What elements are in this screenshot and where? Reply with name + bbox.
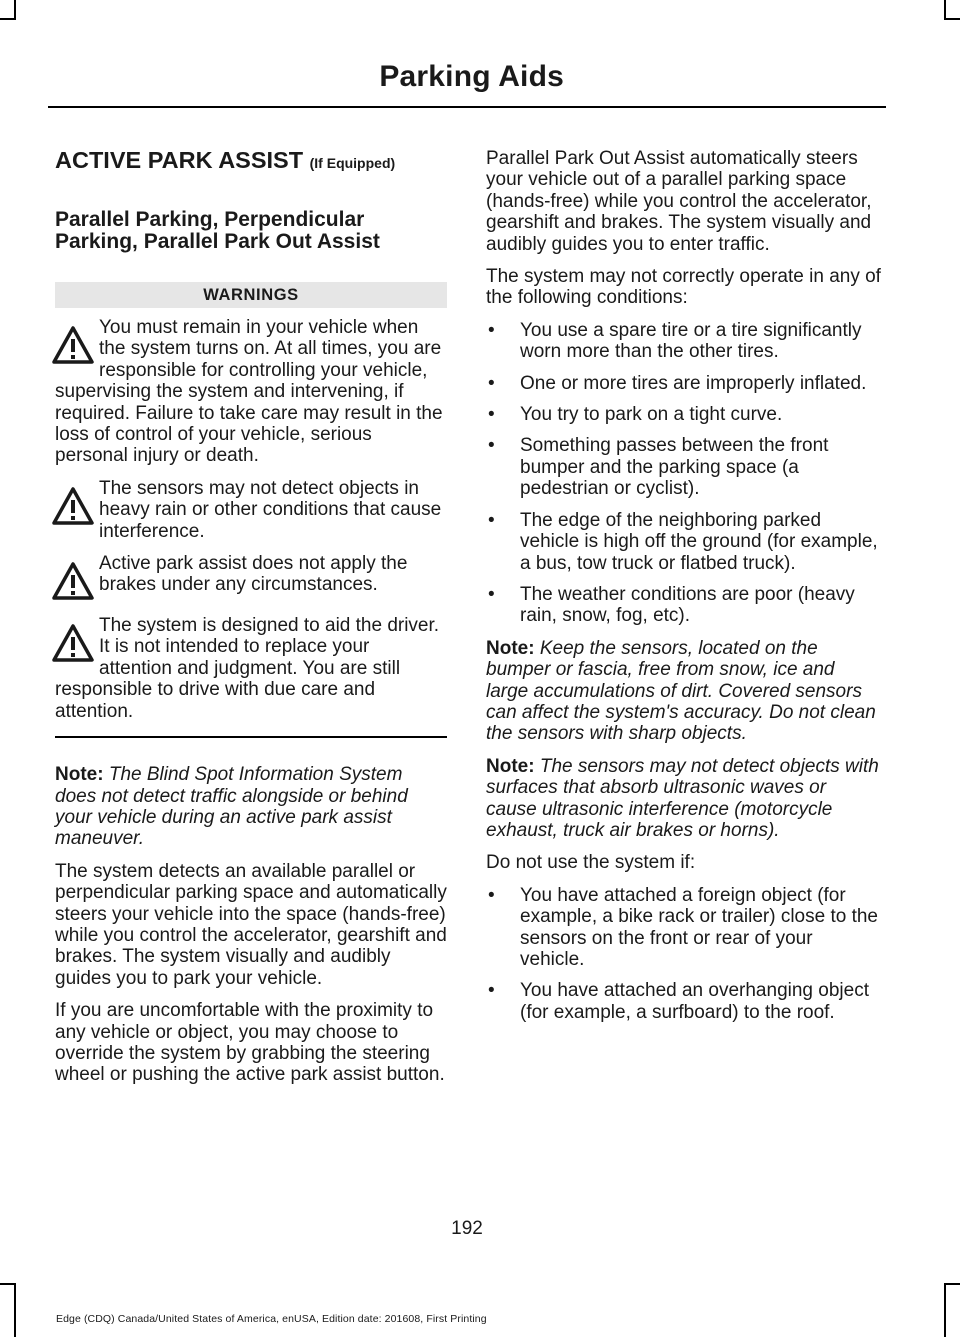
crop-mark	[944, 0, 946, 20]
if-equipped-label: (If Equipped)	[309, 155, 396, 171]
page-number: 192	[451, 1218, 483, 1239]
crop-mark	[944, 1283, 960, 1285]
warning-triangle-icon	[49, 483, 97, 529]
warning-triangle-icon	[49, 558, 97, 604]
note-label: Note:	[55, 764, 104, 786]
warning-item	[55, 478, 447, 542]
note-paragraph	[486, 756, 882, 842]
note-paragraph	[486, 638, 882, 745]
crop-mark	[0, 1283, 16, 1285]
body-paragraph: If you are uncomfortable with the proximity to any vehicle or object, you may choose to override the system by grabbing the steering wheel or pushing the active park assist button.	[55, 1000, 445, 1086]
body-paragraph: Parallel Park Out Assist automatically steers your vehicle out of a parallel parking space (hands-free) while you control the accelerator, gearshift and brakes. The system visually and audibly guides you to enter traffic.	[486, 148, 872, 255]
crop-mark	[944, 18, 960, 20]
subsection-title: Parallel Parking, Perpendicular Parking, Parallel Park Out Assist	[55, 208, 380, 253]
list-item: • You try to park on a tight curve.	[486, 404, 882, 425]
note-paragraph	[55, 764, 447, 850]
list-item: • Something passes between the front bumper and the parking space (a pedestrian or cyclist).	[486, 435, 882, 499]
note-text: Keep the sensors, located on the bumper or fascia, free from snow, ice and large accumulations of dirt. Covered sensors can affect the system's accuracy. Do not clean the sensors with sharp objects.	[486, 637, 876, 745]
warning-triangle-icon	[49, 620, 97, 666]
list-item: • The weather conditions are poor (heavy rain, snow, fog, etc).	[486, 584, 882, 627]
do-not-use-list	[486, 885, 882, 1023]
warning-item	[55, 553, 447, 596]
warning-triangle-icon	[49, 322, 97, 368]
crop-mark	[0, 18, 16, 20]
body-paragraph: The system detects an available parallel or perpendicular parking space and automatically steers your vehicle into the space (hands-free) while you control the accelerator, gearshift and brakes. The system visually and audibly guides you to park your vehicle.	[55, 860, 447, 989]
list-item: • You have attached a foreign object (for example, a bike rack or trailer) close to the sensors on the front or rear of your vehicle.	[486, 885, 882, 971]
warning-item	[55, 615, 447, 722]
body-paragraph: The system may not correctly operate in any of the following conditions:	[486, 266, 881, 309]
note-label: Note:	[486, 755, 535, 777]
list-item: • One or more tires are improperly inflated.	[486, 373, 882, 394]
list-item: • You use a spare tire or a tire significantly worn more than the other tires.	[486, 320, 882, 363]
header-rule	[48, 106, 886, 108]
body-paragraph: Do not use the system if:	[486, 852, 696, 874]
conditions-list	[486, 320, 882, 627]
warning-item	[55, 317, 447, 467]
crop-mark	[14, 1283, 16, 1337]
note-label: Note:	[486, 637, 535, 659]
crop-mark	[944, 1283, 946, 1337]
right-column	[486, 148, 882, 1023]
footer-text: Edge (CDQ) Canada/United States of America, enUSA, Edition date: 201608, First Printing	[56, 1313, 487, 1325]
section-title	[55, 147, 447, 176]
warning-text: The sensors may not detect objects in heavy rain or other conditions that cause interference.	[99, 477, 442, 542]
list-item: • You have attached an overhanging object (for example, a surfboard) to the roof.	[486, 980, 882, 1023]
warning-text: You must remain in your vehicle when the system turns on. At all times, you are responsible for controlling your vehicle, supervising the system and intervening, if required. Failure to take care may result in the loss of control of your vehicle, serious personal injury or death.	[55, 317, 443, 467]
note-text: The Blind Spot Information System does not detect traffic alongside or behind your vehicle during an active park assist maneuver.	[55, 764, 408, 850]
warning-text: Active park assist does not apply the brakes under any circumstances.	[99, 553, 408, 596]
section-title-text: ACTIVE PARK ASSIST	[55, 147, 304, 173]
page-header-title: Parking Aids	[379, 60, 564, 93]
left-column	[55, 140, 447, 1086]
crop-mark	[14, 0, 16, 20]
note-text: The sensors may not detect objects with surfaces that absorb ultrasonic waves or cause ultrasonic interference (motorcycle exhaust, truck air brakes or horns).	[486, 755, 879, 841]
list-item: • The edge of the neighboring parked vehicle is high off the ground (for example, a bus, tow truck or flatbed truck).	[486, 510, 882, 574]
warnings-header: WARNINGS	[55, 282, 447, 308]
warning-text: The system is designed to aid the driver. It is not intended to replace your attention and judgment. You are still responsible to drive with due care and attention.	[55, 615, 440, 722]
